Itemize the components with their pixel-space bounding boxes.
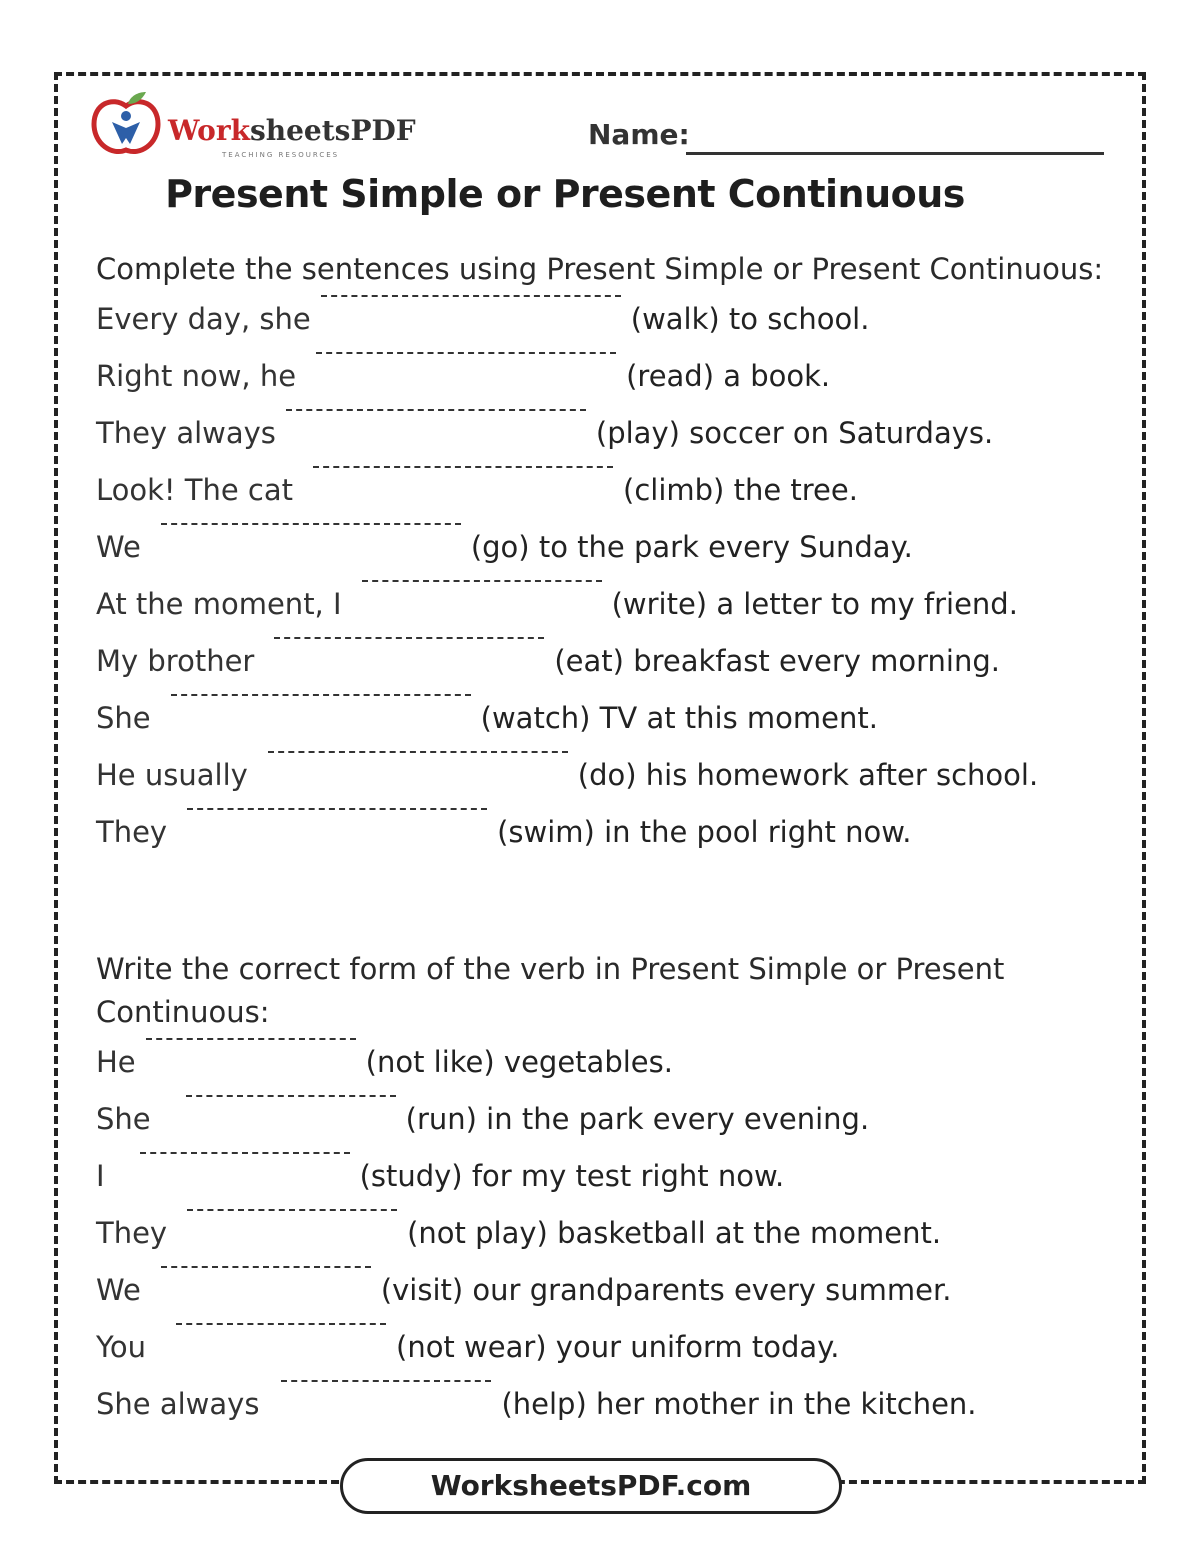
answer-blank[interactable] — [316, 352, 616, 354]
exercise-item — [96, 405, 1126, 462]
worksheet-title: Present Simple or Present Continuous — [165, 172, 965, 216]
section-correct-form — [96, 948, 1126, 1433]
item-verb-hint: (not play) basketball at the moment. — [407, 1216, 942, 1250]
answer-blank[interactable] — [161, 1266, 371, 1268]
item-verb-hint: (play) soccer on Saturdays. — [595, 416, 994, 450]
item-prompt: Look! The cat — [96, 473, 294, 507]
footer-site-badge: WorksheetsPDF.com — [340, 1458, 842, 1514]
item-prompt: At the moment, I — [96, 587, 342, 621]
exercise-item — [96, 804, 1126, 861]
exercise-item — [96, 1148, 1126, 1205]
item-prompt: My brother — [96, 644, 255, 678]
item-prompt: We — [96, 1273, 141, 1307]
item-prompt: We — [96, 530, 141, 564]
item-verb-hint: (visit) our grandparents every summer. — [380, 1273, 952, 1307]
exercise-item — [96, 1319, 1126, 1376]
answer-blank[interactable] — [140, 1152, 350, 1154]
item-prompt: Every day, she — [96, 302, 311, 336]
answer-blank[interactable] — [161, 523, 461, 525]
exercise-item — [96, 747, 1126, 804]
item-verb-hint: (climb) the tree. — [623, 473, 858, 507]
item-prompt: Right now, he — [96, 359, 297, 393]
exercise-item — [96, 576, 1126, 633]
exercise-item — [96, 291, 1126, 348]
item-verb-hint: (go) to the park every Sunday. — [470, 530, 913, 564]
item-verb-hint: (not wear) your uniform today. — [396, 1330, 840, 1364]
exercise-item — [96, 519, 1126, 576]
item-verb-hint: (do) his homework after school. — [577, 758, 1039, 792]
apple-logo-icon — [90, 88, 162, 160]
item-prompt: They — [96, 1216, 168, 1250]
exercise-item — [96, 1376, 1126, 1433]
item-prompt: I — [96, 1159, 105, 1193]
answer-blank[interactable] — [313, 466, 613, 468]
item-verb-hint: (eat) breakfast every morning. — [554, 644, 1000, 678]
answer-blank[interactable] — [171, 694, 471, 696]
exercise-item — [96, 1091, 1126, 1148]
item-prompt: They — [96, 815, 168, 849]
exercise-item — [96, 1262, 1126, 1319]
logo-tagline: TEACHING RESOURCES — [222, 151, 340, 159]
item-prompt: They always — [96, 416, 276, 450]
section1-instruction: Complete the sentences using Present Simple or Present Continuous: — [96, 252, 1104, 286]
answer-blank[interactable] — [176, 1323, 386, 1325]
item-verb-hint: (run) in the park every evening. — [405, 1102, 870, 1136]
item-prompt: She always — [96, 1387, 260, 1421]
exercise-item — [96, 348, 1126, 405]
name-write-line[interactable] — [686, 152, 1104, 155]
answer-blank[interactable] — [362, 580, 602, 582]
section-complete-sentences — [96, 248, 1126, 861]
name-field — [588, 118, 1108, 158]
answer-blank[interactable] — [286, 409, 586, 411]
answer-blank[interactable] — [268, 751, 568, 753]
answer-blank[interactable] — [321, 295, 621, 297]
answer-blank[interactable] — [186, 1095, 396, 1097]
item-verb-hint: (study) for my test right now. — [359, 1159, 785, 1193]
answer-blank[interactable] — [187, 1209, 397, 1211]
name-label: Name: — [588, 118, 690, 151]
section2-instruction: Write the correct form of the verb in Present Simple or Present Continuous: — [96, 952, 1005, 1029]
exercise-item — [96, 462, 1126, 519]
item-verb-hint: (write) a letter to my friend. — [611, 587, 1018, 621]
answer-blank[interactable] — [281, 1380, 491, 1382]
logo-wordmark — [168, 114, 416, 147]
item-verb-hint: (walk) to school. — [630, 302, 870, 336]
exercise-item — [96, 690, 1126, 747]
item-verb-hint: (not like) vegetables. — [365, 1045, 673, 1079]
exercise-item — [96, 633, 1126, 690]
item-prompt: You — [96, 1330, 146, 1364]
worksheet-header — [90, 88, 1110, 168]
item-verb-hint: (swim) in the pool right now. — [497, 815, 912, 849]
exercise-item — [96, 1034, 1126, 1091]
logo-wordmark-red: Work — [168, 114, 250, 147]
item-verb-hint: (help) her mother in the kitchen. — [501, 1387, 977, 1421]
item-prompt: She — [96, 701, 151, 735]
worksheetspdf-logo — [90, 88, 420, 162]
item-prompt: He usually — [96, 758, 248, 792]
item-verb-hint: (watch) TV at this moment. — [480, 701, 878, 735]
answer-blank[interactable] — [187, 808, 487, 810]
logo-wordmark-rest: sheetsPDF — [250, 114, 416, 147]
exercise-item — [96, 1205, 1126, 1262]
item-prompt: He — [96, 1045, 136, 1079]
item-verb-hint: (read) a book. — [626, 359, 831, 393]
answer-blank[interactable] — [146, 1038, 356, 1040]
answer-blank[interactable] — [274, 637, 544, 639]
item-prompt: She — [96, 1102, 151, 1136]
